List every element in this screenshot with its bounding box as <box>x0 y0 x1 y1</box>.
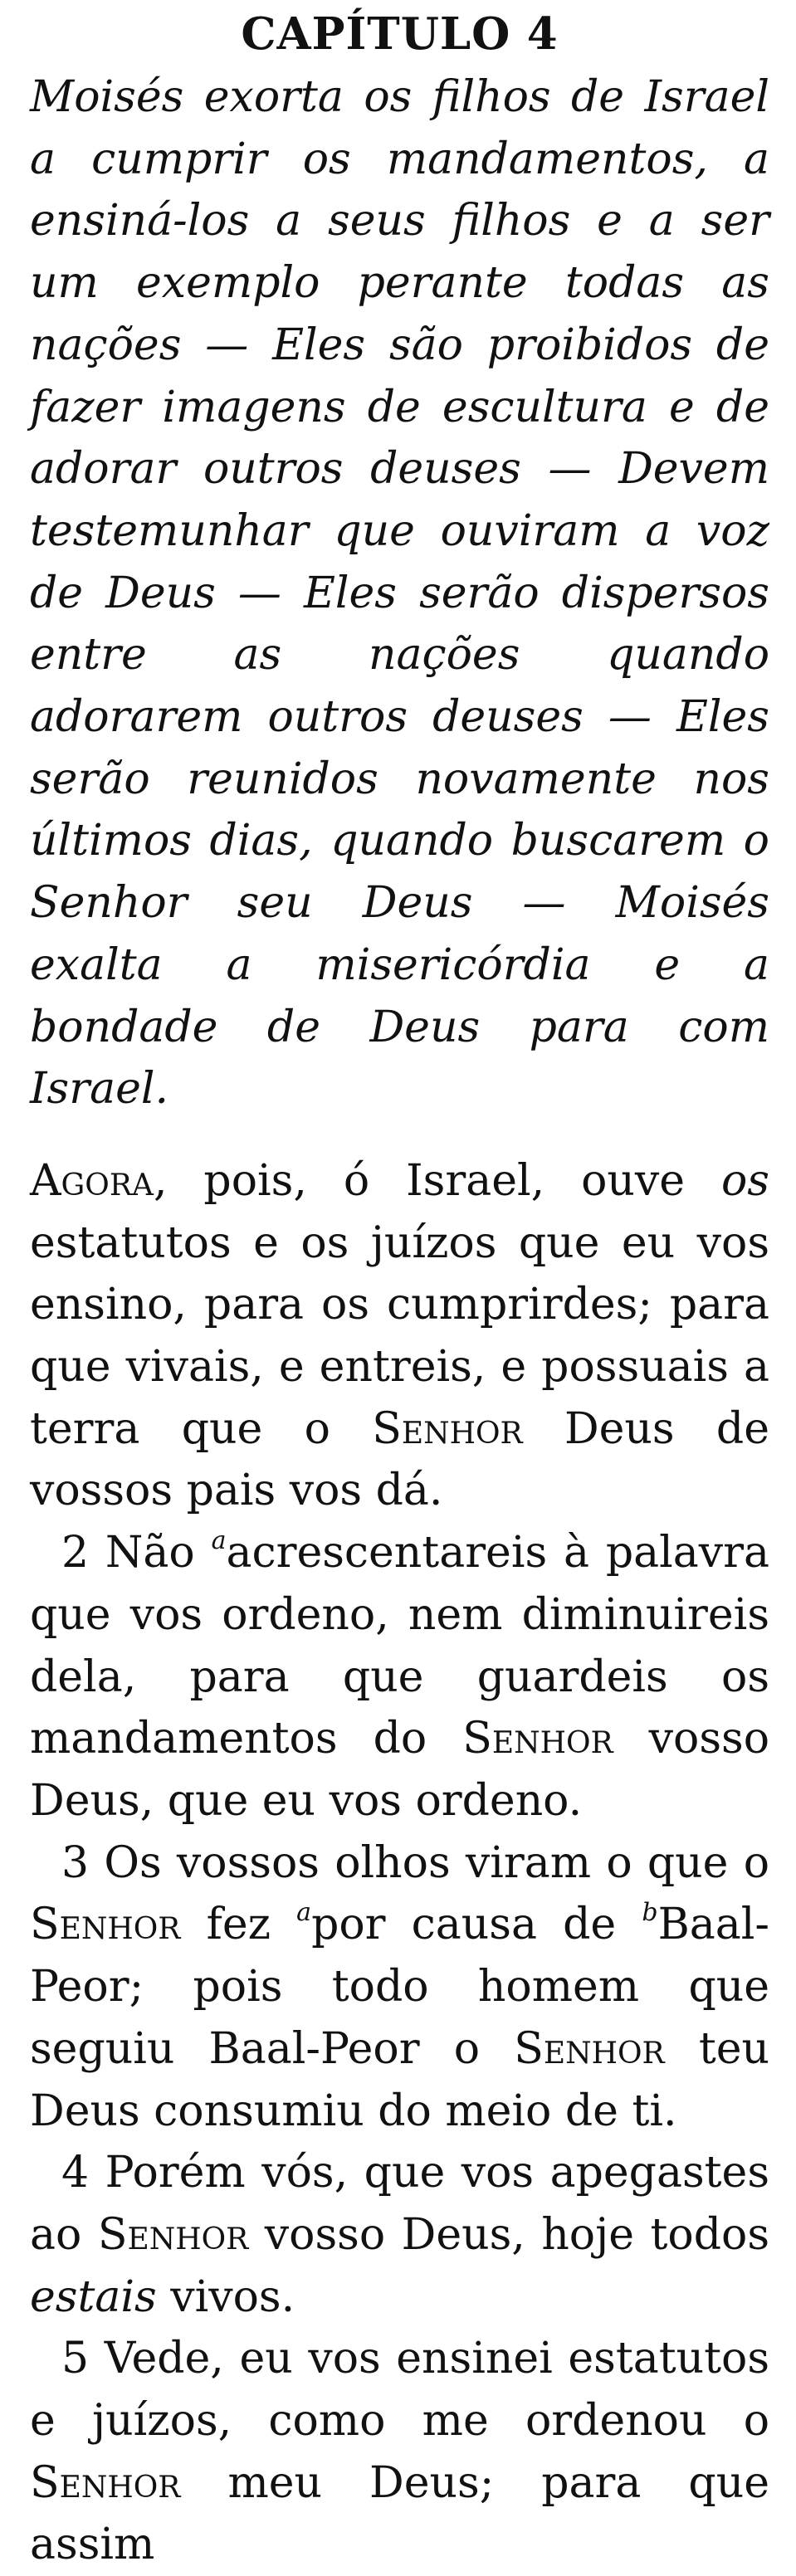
chapter-summary: Moisés exorta os filhos de Israel a cumprir os mandamentos, a ensiná-los a seus filhos e a ser um exemplo perante todas as nações — Eles são proibidos de fazer imagens de escultura e de adorar outros deuses — Devem testemunhar que ouviram a voz de Deus — Eles serão dispersos entre as nações quando adorarem outros deuses — Eles serão reunidos novamente nos últimos dias, quando buscarem o Senhor seu Deus — Moisés exalta a misericórdia e a bondade de Deus para com Israel. <box>30 72 769 1115</box>
verse-1 <box>30 1150 769 1522</box>
lord-small-caps: Senhor <box>30 1900 181 1950</box>
verse-2-text-c: vosso Deus, que eu vos ordeno. <box>30 1714 770 1826</box>
verse-4-number: 4 <box>61 2148 90 2198</box>
verse-1-text-a: , pois, ó Israel, ouve <box>153 1155 721 1206</box>
verse-3 <box>30 1832 769 2143</box>
verse-1-first-word: Agora <box>30 1155 154 1206</box>
verse-3-text-b: fez <box>180 1900 297 1950</box>
chapter-title: CAPÍTULO 4 <box>241 8 559 60</box>
verse-4-text-b: vosso Deus, hoje todos <box>248 2209 769 2260</box>
verse-4-italic-word: estais <box>30 2271 157 2322</box>
footnote-marker-b[interactable]: b <box>642 1898 658 1928</box>
verse-1-text-c: estatutos e os juízos que eu vos ensino, para os cumprirdes; para que vivais, e entreis, e possuais a terra que o <box>30 1217 769 1454</box>
verse-4 <box>30 2142 769 2328</box>
verse-5-text-b: meu Deus; para que assim <box>30 2457 769 2570</box>
verse-1-text-d: Deus de vossos pais vos dá. <box>30 1403 769 1516</box>
verse-4-text-a: Porém vós, que vos apegastes ao <box>30 2148 769 2260</box>
verse-3-number: 3 <box>61 1837 90 1888</box>
verse-2-text-a: Não <box>89 1528 212 1578</box>
lord-small-caps: Senhor <box>514 2023 665 2074</box>
verse-5-number: 5 <box>61 2334 90 2384</box>
verse-2-number: 2 <box>61 1528 90 1578</box>
lord-small-caps: Senhor <box>462 1714 613 1764</box>
verse-2 <box>30 1522 769 1832</box>
lord-small-caps: Senhor <box>372 1403 523 1454</box>
verse-3-text-a: Os vossos olhos viram o que o <box>89 1837 769 1888</box>
lord-small-caps: Senhor <box>97 2209 249 2260</box>
verse-3-text-e: teu Deus consumiu do meio de ti. <box>30 2023 769 2136</box>
verse-1-italic-word: os <box>721 1155 769 1206</box>
lord-small-caps: Senhor <box>30 2457 181 2508</box>
verse-3-text-c: por causa de <box>311 1900 642 1950</box>
verse-5 <box>30 2328 769 2576</box>
verse-2-text-b: acrescentareis à palavra que vos ordeno, nem diminuireis dela, para que guardeis os mandamentos do <box>30 1528 769 1764</box>
footnote-marker-a[interactable]: a <box>211 1526 227 1556</box>
verse-5-text-a: Vede, eu vos ensinei estatutos e juízos, como me ordenou o <box>30 2334 769 2447</box>
footnote-marker-a[interactable]: a <box>296 1898 312 1928</box>
verse-4-text-d: vivos. <box>156 2271 295 2322</box>
verse-3-text-d: Baal-Peor; pois todo homem que seguiu Baal-Peor o <box>30 1900 769 2074</box>
verses <box>30 1150 769 2576</box>
